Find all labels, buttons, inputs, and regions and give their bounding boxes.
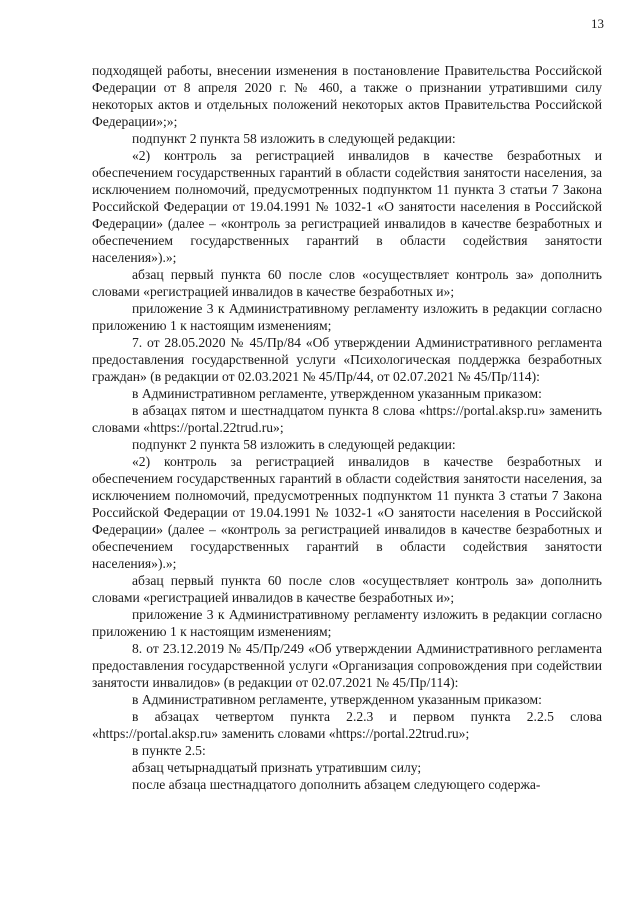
- paragraph: приложение 3 к Административному регламенту изложить в редакции согласно приложению 1 к настоящим изменениям;: [92, 607, 602, 639]
- paragraph: после абзаца шестнадцатого дополнить абзацем следующего содержа-: [132, 777, 541, 792]
- paragraph: в Административном регламенте, утвержденном указанным приказом:: [132, 386, 542, 401]
- paragraph: 7. от 28.05.2020 № 45/Пр/84 «Об утверждении Административного регламента предоставления государственной услуги «Психологическая поддержка безработных граждан» (в редакции от 02.03.2021 № 45/Пр/44, от 02.07.2021 № 45/Пр/114):: [92, 335, 602, 384]
- page-number: 13: [591, 16, 604, 31]
- paragraph: в пункте 2.5:: [132, 743, 206, 758]
- paragraph: подходящей работы, внесении изменения в постановление Правительства Российской Федерации от 8 апреля 2020 г. № 460, а также о признании утратившими силу некоторых актов и отдельных положений некоторых актов Правительства Российской Федерации»;»;: [92, 63, 602, 129]
- paragraph: в Административном регламенте, утвержденном указанным приказом:: [132, 692, 542, 707]
- paragraph: подпункт 2 пункта 58 изложить в следующей редакции:: [132, 437, 456, 452]
- paragraph: 8. от 23.12.2019 № 45/Пр/249 «Об утверждении Административного регламента предоставления государственной услуги «Организация сопровождения при содействии занятости инвалидов» (в редакции от 02.07.2021 № 45/Пр/114):: [92, 641, 602, 690]
- document-body: [92, 62, 602, 793]
- paragraph: абзац первый пункта 60 после слов «осуществляет контроль за» дополнить словами «регистрацией инвалидов в качестве безработных и»;: [92, 573, 602, 605]
- paragraph: абзац первый пункта 60 после слов «осуществляет контроль за» дополнить словами «регистрацией инвалидов в качестве безработных и»;: [92, 267, 602, 299]
- paragraph: «2) контроль за регистрацией инвалидов в качестве безработных и обеспечением государственных гарантий в области содействия занятости населения, за исключением полномочий, предусмотренных подпунктом 11 пункта 3 статьи 7 Закона Российской Федерации от 19.04.1991 № 1032-1 «О занятости населения в Российской Федерации» (далее – «контроль за регистрацией инвалидов в качестве безработных и обеспечением государственных гарантий в области содействия занятости населения»).»;: [92, 454, 602, 571]
- paragraph: «2) контроль за регистрацией инвалидов в качестве безработных и обеспечением государственных гарантий в области содействия занятости населения, за исключением полномочий, предусмотренных подпунктом 11 пункта 3 статьи 7 Закона Российской Федерации от 19.04.1991 № 1032-1 «О занятости населения в Российской Федерации» (далее – «контроль за регистрацией инвалидов в качестве безработных и обеспечением государственных гарантий в области содействия занятости населения»).»;: [92, 148, 602, 265]
- paragraph: в абзацах четвертом пункта 2.2.3 и первом пункта 2.2.5 слова «https://portal.aksp.ru» заменить словами «https://portal.22trud.ru»;: [92, 709, 602, 741]
- paragraph: в абзацах пятом и шестнадцатом пункта 8 слова «https://portal.aksp.ru» заменить словами «https://portal.22trud.ru»;: [92, 403, 602, 435]
- paragraph: подпункт 2 пункта 58 изложить в следующей редакции:: [132, 131, 456, 146]
- paragraph: приложение 3 к Административному регламенту изложить в редакции согласно приложению 1 к настоящим изменениям;: [92, 301, 602, 333]
- paragraph: абзац четырнадцатый признать утратившим силу;: [132, 760, 422, 775]
